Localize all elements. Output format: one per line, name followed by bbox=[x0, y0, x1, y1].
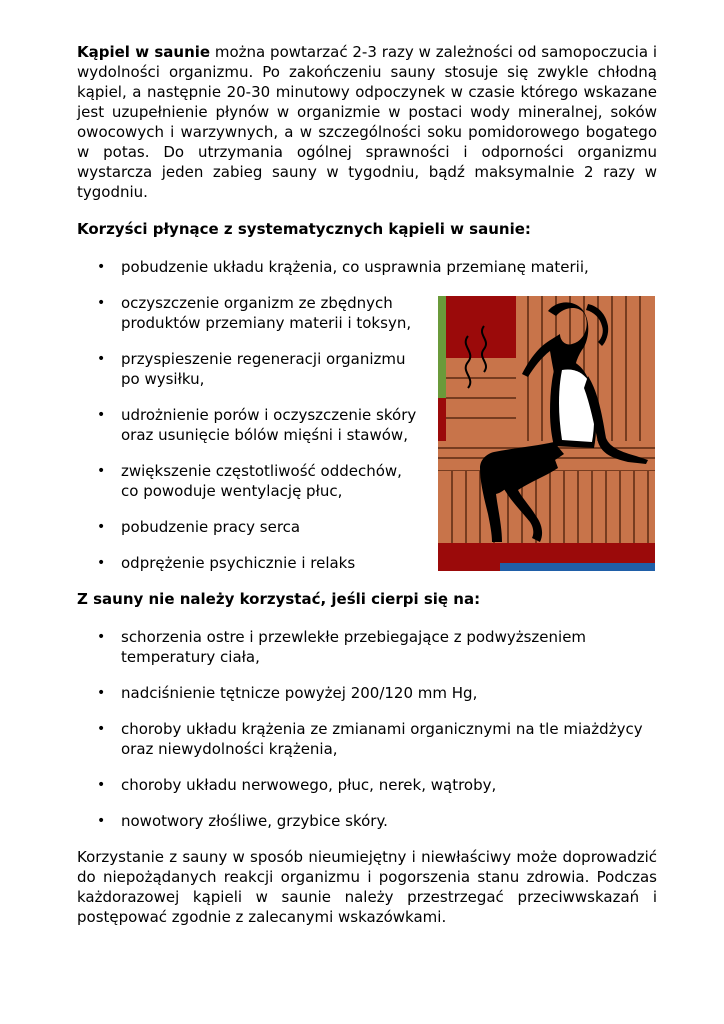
list-item: • pobudzenie układu krążenia, co usprawnia przemianę materii, bbox=[77, 257, 657, 277]
list-item: • nowotwory złośliwe, grzybice skóry. bbox=[77, 811, 657, 831]
list-item: • przyspieszenie regeneracji organizmu po wysiłku, bbox=[77, 349, 421, 389]
contraindications-list bbox=[77, 627, 657, 831]
intro-text: można powtarzać 2-3 razy w zależności od samopoczucia i wydolności organizmu. Po zakończeniu sauny stosuje się zwykle chłodną kąpiel, a następnie 20-30 minutowy odpoczynek w czasie którego wskazane jest uzupełnienie płynów w organizmie w postaci wody mineralnej, soków owocowych i warzywnych, a w szczególności soku pomidorowego bogatego w potas. Do utrzymania ogólnej sprawności i odporności organizmu wystarcza jeden zabieg sauny w tygodniu, bądź maksymalnie 2 razy w tygodniu. bbox=[77, 43, 657, 201]
benefits-heading: Korzyści płynące z systematycznych kąpieli w saunie: bbox=[77, 220, 531, 238]
list-item: • choroby układu nerwowego, płuc, nerek, wątroby, bbox=[77, 775, 657, 795]
intro-lead: Kąpiel w saunie bbox=[77, 43, 211, 61]
list-item: • schorzenia ostre i przewlekłe przebiegające z podwyższeniem temperatury ciała, bbox=[77, 627, 657, 667]
list-item: • udrożnienie porów i oczyszczenie skóry oraz usunięcie bólów mięśni i stawów, bbox=[77, 405, 421, 445]
sauna-woman-illustration bbox=[438, 296, 655, 571]
list-item: • nadciśnienie tętnicze powyżej 200/120 mm Hg, bbox=[77, 683, 657, 703]
list-item: • odprężenie psychicznie i relaks bbox=[77, 553, 421, 573]
contraindications-heading: Z sauny nie należy korzystać, jeśli cierpi się na: bbox=[77, 590, 481, 608]
intro-paragraph bbox=[77, 42, 657, 202]
list-item: • oczyszczenie organizm ze zbędnych produktów przemiany materii i toksyn, bbox=[77, 293, 421, 333]
list-item: • pobudzenie pracy serca bbox=[77, 517, 421, 537]
list-item: • choroby układu krążenia ze zmianami organicznymi na tle miażdżycy oraz niewydolności krążenia, bbox=[77, 719, 657, 759]
list-item: • zwiększenie częstotliwość oddechów, co powoduje wentylację płuc, bbox=[77, 461, 421, 501]
closing-paragraph: Korzystanie z sauny w sposób nieumiejętny i niewłaściwy może doprowadzić do niepożądanych reakcji organizmu i pogorszenia stanu zdrowia. Podczas każdorazowej kąpieli w saunie należy przestrzegać przeciwwskazań i postępować zgodnie z zalecanymi wskazówkami. bbox=[77, 848, 657, 926]
